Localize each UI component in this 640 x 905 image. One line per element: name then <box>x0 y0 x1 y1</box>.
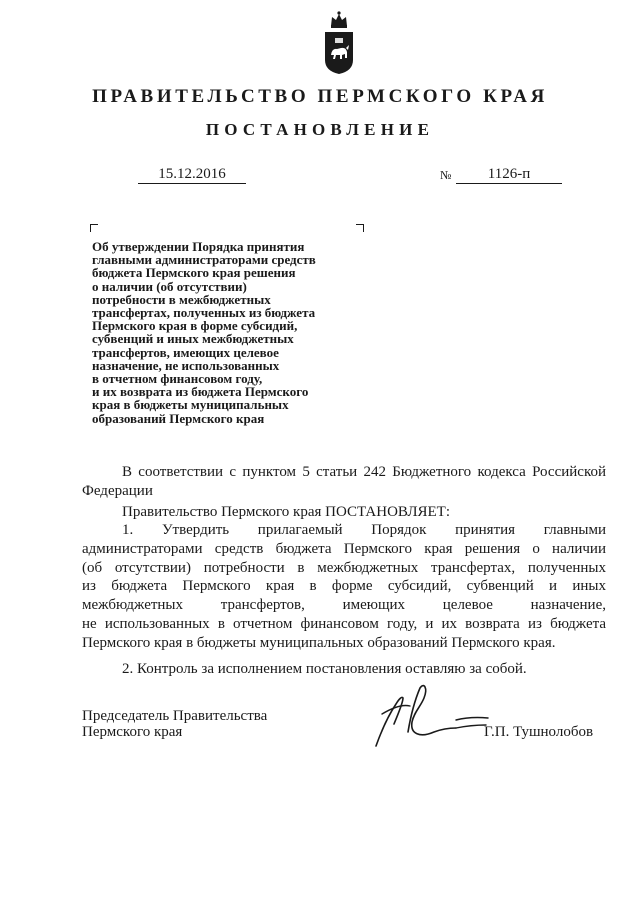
subject-line: назначение, не использованных <box>92 357 280 373</box>
subject-line: трансфертов, имеющих целевое <box>92 344 279 360</box>
paragraph-line: администраторами средств бюджета Пермского края решения о наличии <box>82 540 606 557</box>
resolves-paragraph: Правительство Пермского края ПОСТАНОВЛЯЕТ: <box>122 504 451 520</box>
paragraph-line: из бюджета Пермского края в форме субсидий, субвенций и иных <box>82 578 606 595</box>
government-title: ПРАВИТЕЛЬСТВО ПЕРМСКОГО КРАЯ <box>92 86 548 107</box>
position-line: Председатель Правительства <box>82 708 268 724</box>
number-sign: № <box>440 168 452 182</box>
document-subject <box>92 240 372 425</box>
document-type: ПОСТАНОВЛЕНИЕ <box>205 120 435 139</box>
subject-line: потребности в межбюджетных <box>92 291 271 307</box>
subject-line: бюджета Пермского края решения <box>92 265 296 281</box>
subject-line: в отчетном финансовом году, <box>92 371 263 387</box>
subject-corner-right <box>356 224 364 232</box>
subject-line: Пермского края в форме субсидий, <box>92 318 298 334</box>
paragraph-line: межбюджетных трансфертов, имеющих целевое назначение, <box>82 597 606 614</box>
subject-line: субвенций и иных межбюджетных <box>92 331 294 347</box>
paragraph-line: Федерации <box>82 482 153 499</box>
subject-line: Об утверждении Порядка принятия <box>92 239 305 254</box>
subject-line: главными администраторами средств <box>92 252 316 268</box>
subject-line: трансфертах, полученных из бюджета <box>92 305 316 321</box>
item-1-paragraph <box>82 521 606 653</box>
handwritten-signature <box>372 684 490 750</box>
paragraph-line: Пермского края в бюджеты муниципальных образований Пермского края. <box>82 634 556 651</box>
signer-name: Г.П. Тушнолобов <box>484 724 594 740</box>
paragraph-line: не использованных в отчетном финансовом году, и их возврата из бюджета <box>82 615 606 632</box>
paragraph-line: (об отсутствии) потребности в межбюджетных трансфертах, полученных <box>82 559 606 576</box>
subject-line: и их возврата из бюджета Пермского <box>92 384 309 400</box>
paragraph-line: 1. Утвердить прилагаемый Порядок принятия главными <box>122 522 606 538</box>
signatory-position <box>82 708 267 740</box>
subject-corner-left <box>90 224 98 232</box>
subject-line: о наличии (об отсутствии) <box>92 278 247 294</box>
position-line: Пермского края <box>82 724 183 740</box>
subject-line: образований Пермского края <box>92 410 265 426</box>
coat-of-arms-icon <box>322 8 356 76</box>
item-2-paragraph: 2. Контроль за исполнением постановления оставляю за собой. <box>122 661 527 677</box>
paragraph-line: В соответствии с пунктом 5 статьи 242 Бюджетного кодекса Российской <box>122 464 606 480</box>
legal-basis-paragraph <box>82 463 606 501</box>
document-date: 15.12.2016 <box>138 165 246 184</box>
subject-line: края в бюджеты муниципальных <box>92 397 289 413</box>
document-number: 1126-п <box>456 165 562 184</box>
